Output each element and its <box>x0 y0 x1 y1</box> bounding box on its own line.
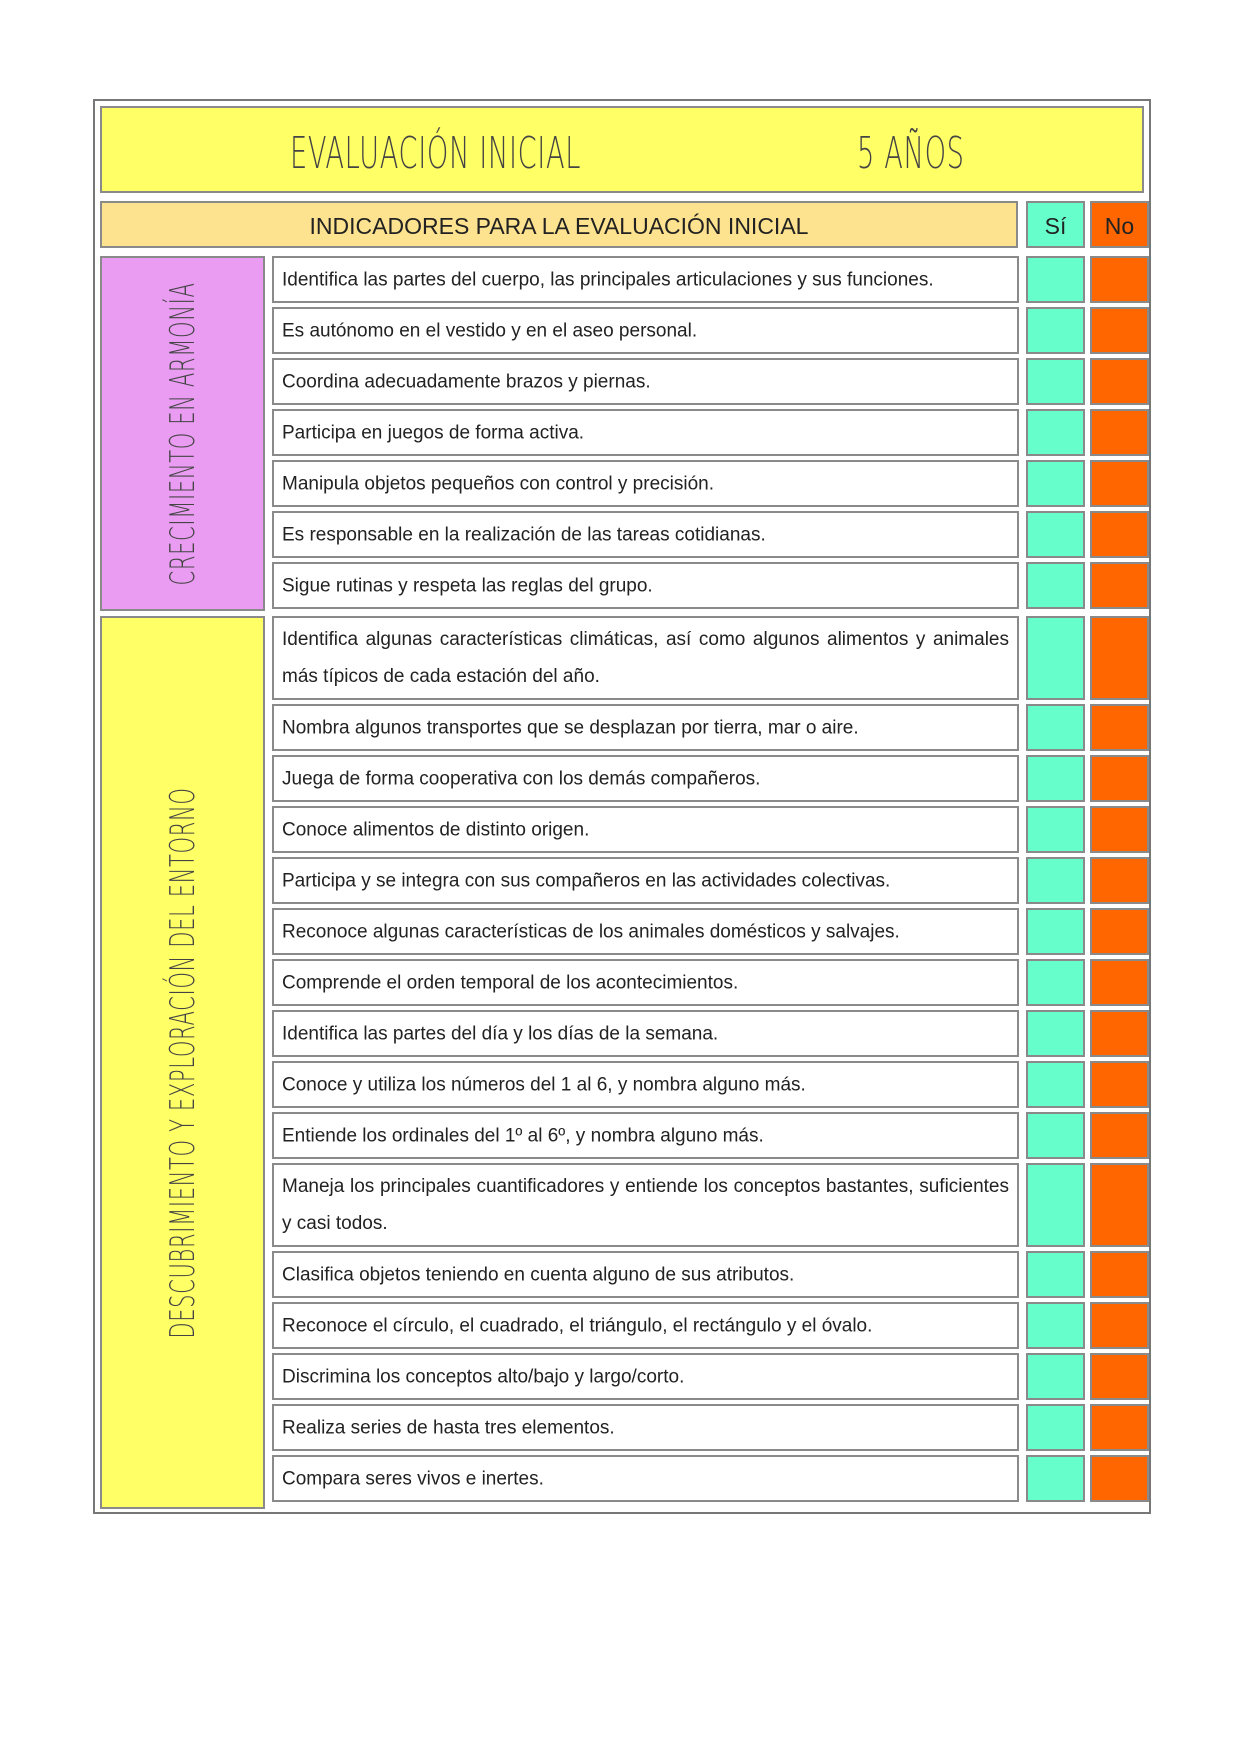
section-discovery-label: DESCUBRIMIENTO Y EXPLORACIÓN DEL ENTORNO <box>162 786 203 1339</box>
age-label: 5 AÑOS <box>857 128 965 179</box>
indicator-row <box>272 857 1019 904</box>
indicator-row <box>272 755 1019 802</box>
indicator-text: Reconoce el círculo, el cuadrado, el triángulo, el rectángulo y el óvalo. <box>282 1315 873 1336</box>
indicator-row <box>272 307 1019 354</box>
indicator-row <box>272 511 1019 558</box>
section-growth <box>100 256 265 611</box>
indicator-row <box>272 1163 1019 1247</box>
yes-checkbox-cell[interactable] <box>1026 511 1085 558</box>
indicator-text: Identifica las partes del cuerpo, las principales articulaciones y sus funciones. <box>282 269 934 290</box>
no-checkbox-cell[interactable] <box>1090 307 1149 354</box>
section-discovery <box>100 616 265 1509</box>
yes-checkbox-cell[interactable] <box>1026 562 1085 609</box>
indicator-row <box>272 562 1019 609</box>
yes-checkbox-cell[interactable] <box>1026 1163 1085 1247</box>
no-checkbox-cell[interactable] <box>1090 616 1149 700</box>
indicator-row <box>272 704 1019 751</box>
indicator-text: Entiende los ordinales del 1º al 6º, y nombra alguno más. <box>282 1125 764 1146</box>
yes-header-label: Sí <box>1044 213 1067 239</box>
no-checkbox-cell[interactable] <box>1090 460 1149 507</box>
title-bar <box>100 106 1144 193</box>
yes-checkbox-cell[interactable] <box>1026 1455 1085 1502</box>
indicator-text: Participa y se integra con sus compañeros en las actividades colectivas. <box>282 870 891 891</box>
yes-checkbox-cell[interactable] <box>1026 460 1085 507</box>
yes-checkbox-cell[interactable] <box>1026 704 1085 751</box>
indicator-text: Sigue rutinas y respeta las reglas del grupo. <box>282 575 653 596</box>
indicator-text: Identifica las partes del día y los días de la semana. <box>282 1023 719 1044</box>
indicator-row <box>272 806 1019 853</box>
indicator-text: Discrimina los conceptos alto/bajo y largo/corto. <box>282 1366 685 1387</box>
indicator-row <box>272 460 1019 507</box>
yes-column-header <box>1026 201 1085 248</box>
indicator-text: Comprende el orden temporal de los acontecimientos. <box>282 972 739 993</box>
yes-checkbox-cell[interactable] <box>1026 1251 1085 1298</box>
indicator-row <box>272 256 1019 303</box>
indicator-row <box>272 358 1019 405</box>
indicator-row <box>272 1455 1019 1502</box>
yes-checkbox-cell[interactable] <box>1026 1010 1085 1057</box>
indicator-row <box>272 959 1019 1006</box>
no-checkbox-cell[interactable] <box>1090 1251 1149 1298</box>
yes-checkbox-cell[interactable] <box>1026 307 1085 354</box>
indicator-row <box>272 616 1019 700</box>
indicator-text: Compara seres vivos e inertes. <box>282 1468 544 1489</box>
yes-checkbox-cell[interactable] <box>1026 959 1085 1006</box>
indicator-text: Nombra algunos transportes que se desplazan por tierra, mar o aire. <box>282 717 859 738</box>
indicator-text: Es responsable en la realización de las tareas cotidianas. <box>282 524 766 545</box>
no-checkbox-cell[interactable] <box>1090 704 1149 751</box>
indicator-text: Identifica algunas características climáticas, así como algunos alimentos y animales más típicos de cada estación del año. <box>282 629 1009 687</box>
yes-checkbox-cell[interactable] <box>1026 1112 1085 1159</box>
no-checkbox-cell[interactable] <box>1090 1010 1149 1057</box>
indicator-row <box>272 1404 1019 1451</box>
indicator-row <box>272 1302 1019 1349</box>
no-checkbox-cell[interactable] <box>1090 511 1149 558</box>
evaluation-sheet <box>93 99 1151 1514</box>
yes-checkbox-cell[interactable] <box>1026 1302 1085 1349</box>
no-checkbox-cell[interactable] <box>1090 755 1149 802</box>
indicator-row <box>272 1061 1019 1108</box>
no-checkbox-cell[interactable] <box>1090 1404 1149 1451</box>
yes-checkbox-cell[interactable] <box>1026 755 1085 802</box>
no-checkbox-cell[interactable] <box>1090 908 1149 955</box>
no-checkbox-cell[interactable] <box>1090 562 1149 609</box>
yes-checkbox-cell[interactable] <box>1026 806 1085 853</box>
indicator-row <box>272 1112 1019 1159</box>
indicator-text: Realiza series de hasta tres elementos. <box>282 1417 615 1438</box>
indicator-row <box>272 1353 1019 1400</box>
yes-checkbox-cell[interactable] <box>1026 1404 1085 1451</box>
indicator-text: Clasifica objetos teniendo en cuenta alguno de sus atributos. <box>282 1264 795 1285</box>
yes-checkbox-cell[interactable] <box>1026 1061 1085 1108</box>
yes-checkbox-cell[interactable] <box>1026 908 1085 955</box>
indicators-header-label: INDICADORES PARA LA EVALUACIÓN INICIAL <box>309 213 809 239</box>
no-checkbox-cell[interactable] <box>1090 1163 1149 1247</box>
yes-checkbox-cell[interactable] <box>1026 616 1085 700</box>
indicator-text: Manipula objetos pequeños con control y precisión. <box>282 473 714 494</box>
indicator-text: Coordina adecuadamente brazos y piernas. <box>282 371 651 392</box>
no-checkbox-cell[interactable] <box>1090 1061 1149 1108</box>
no-checkbox-cell[interactable] <box>1090 806 1149 853</box>
no-checkbox-cell[interactable] <box>1090 1353 1149 1400</box>
no-checkbox-cell[interactable] <box>1090 409 1149 456</box>
indicator-text: Conoce y utiliza los números del 1 al 6, y nombra alguno más. <box>282 1074 806 1095</box>
indicator-text: Es autónomo en el vestido y en el aseo personal. <box>282 320 698 341</box>
indicator-row <box>272 409 1019 456</box>
no-checkbox-cell[interactable] <box>1090 1455 1149 1502</box>
no-checkbox-cell[interactable] <box>1090 857 1149 904</box>
yes-checkbox-cell[interactable] <box>1026 857 1085 904</box>
page-title: EVALUACIÓN INICIAL <box>290 128 582 179</box>
indicator-text: Participa en juegos de forma activa. <box>282 422 585 443</box>
no-column-header <box>1090 201 1149 248</box>
indicator-text: Conoce alimentos de distinto origen. <box>282 819 590 840</box>
no-checkbox-cell[interactable] <box>1090 358 1149 405</box>
indicator-text: Juega de forma cooperativa con los demás compañeros. <box>282 768 761 789</box>
no-checkbox-cell[interactable] <box>1090 1302 1149 1349</box>
section-growth-label: CRECIMIENTO EN ARMONÍA <box>162 282 203 585</box>
indicator-row <box>272 1010 1019 1057</box>
indicator-text: Reconoce algunas características de los animales domésticos y salvajes. <box>282 921 900 942</box>
indicator-row <box>272 908 1019 955</box>
no-checkbox-cell[interactable] <box>1090 256 1149 303</box>
yes-checkbox-cell[interactable] <box>1026 409 1085 456</box>
no-checkbox-cell[interactable] <box>1090 1112 1149 1159</box>
indicator-row <box>272 1251 1019 1298</box>
no-checkbox-cell[interactable] <box>1090 959 1149 1006</box>
yes-checkbox-cell[interactable] <box>1026 256 1085 303</box>
indicators-header <box>100 201 1018 248</box>
indicator-text: Maneja los principales cuantificadores y entiende los conceptos bastantes, suficientes y casi todos. <box>282 1176 1009 1234</box>
no-header-label: No <box>1104 213 1135 239</box>
yes-checkbox-cell[interactable] <box>1026 358 1085 405</box>
yes-checkbox-cell[interactable] <box>1026 1353 1085 1400</box>
